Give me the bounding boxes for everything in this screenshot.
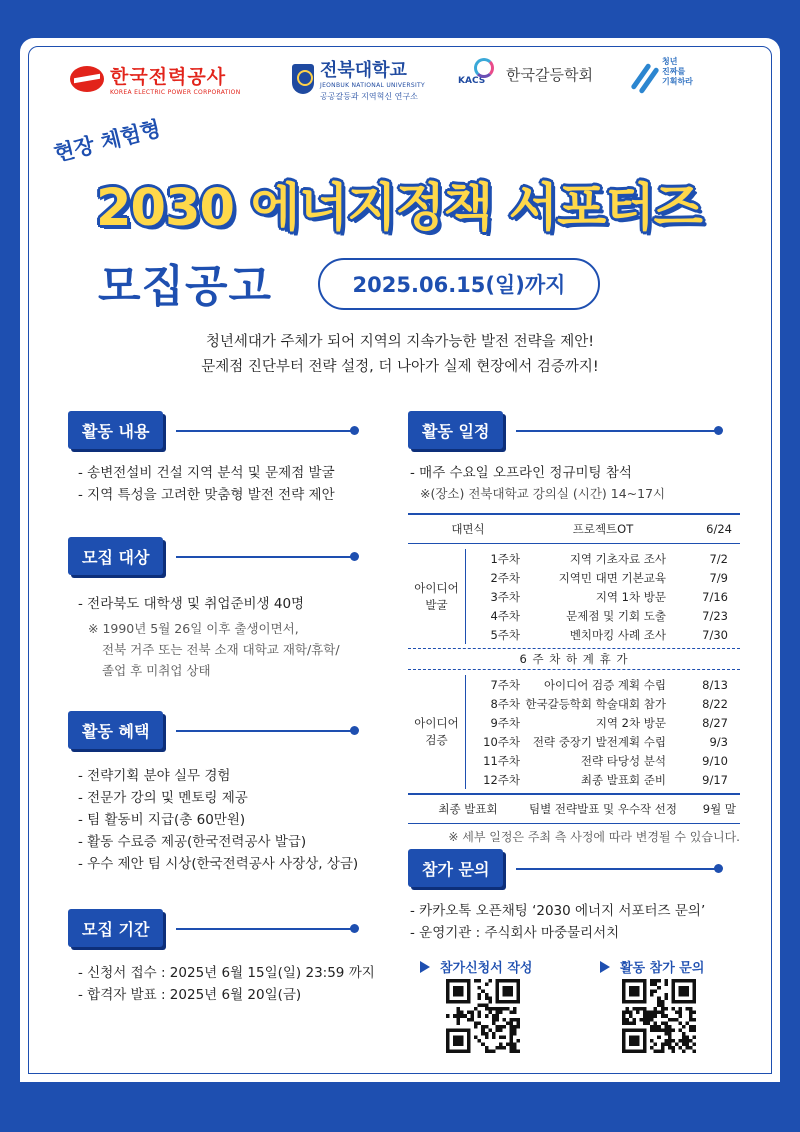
phase2-group-line2: 검증: [425, 733, 448, 747]
list-item: - 지역 특성을 고려한 맞춤형 발전 전략 제안: [78, 484, 378, 506]
cheong-line3: 기획하라: [662, 77, 693, 86]
cheong-logo: [630, 52, 693, 92]
list-item: - 활동 수료증 제공(한국전력공사 발급): [78, 831, 388, 853]
week-cell: 7주차: [490, 677, 520, 692]
triangle-right-icon: [420, 961, 430, 973]
date-cell: 8/22: [702, 696, 728, 711]
list-item: - 신청서 접수 : 2025년 6월 15일(일) 23:59 까지: [78, 962, 388, 984]
desc-cell: 최종 발표회 준비: [580, 772, 666, 787]
desc-cell: 문제점 및 기회 도출: [566, 608, 666, 623]
list-item: - 카카오톡 오픈채팅 ‘2030 에너지 서포터즈 문의’: [410, 900, 750, 922]
target-note-line3: 졸업 후 미취업 상태: [102, 663, 211, 678]
table-row: [466, 625, 728, 644]
table-row: [466, 770, 728, 789]
week-cell: 8주차: [490, 696, 520, 711]
week-cell: 5주차: [490, 627, 520, 642]
list-item: - 전문가 강의 및 멘토링 제공: [78, 787, 388, 809]
section-period: [68, 909, 360, 947]
qr-inquiry-code[interactable]: [622, 979, 696, 1053]
date-cell: 9/3: [709, 734, 728, 749]
qr-inquiry-text: 활동 참가 문의: [620, 961, 705, 976]
section-schedule: [408, 411, 722, 449]
jbnu-institute: 공공갈등과 지역혁신 연구소: [320, 92, 418, 101]
date-cell: 9/17: [702, 772, 728, 787]
target-list: [78, 593, 378, 615]
week-cell: 3주차: [490, 589, 520, 604]
benefits-list: [78, 765, 388, 875]
list-item: - 매주 수요일 오프라인 정규미팅 참석: [410, 462, 740, 484]
week-cell: 4주차: [490, 608, 520, 623]
schedule-table: [408, 513, 740, 845]
table-row: [466, 675, 728, 694]
table-row: [466, 606, 728, 625]
list-item: - 합격자 발표 : 2025년 6월 20일(금): [78, 984, 388, 1006]
week-cell: 9주차: [490, 715, 520, 730]
break-row: 6 주 차 하 계 휴 가: [519, 652, 629, 666]
jbnu-english: JEONBUK NATIONAL UNIVERSITY: [320, 82, 425, 89]
table-row: [466, 568, 728, 587]
section-activity-title: 활동 내용: [68, 411, 163, 449]
list-item: - 팀 활동비 지급(총 60만원): [78, 809, 388, 831]
section-target-title: 모집 대상: [68, 537, 163, 575]
final-desc: 팀별 전략발표 및 우수작 선정: [529, 801, 677, 816]
kepco-logo: [70, 62, 241, 96]
section-target: [68, 537, 360, 575]
sponsor-logos: [70, 56, 730, 116]
section-benefits: [68, 711, 360, 749]
list-item: - 우수 제안 팀 시상(한국전력공사 사장상, 상금): [78, 853, 388, 875]
date-cell: 7/16: [702, 589, 728, 604]
desc-cell: 한국갈등학회 학술대회 참가: [525, 696, 666, 711]
schedule-footnote: ※ 세부 일정은 주최 측 사정에 따라 변경될 수 있습니다.: [448, 830, 740, 844]
qr-apply-text: 참가신청서 작성: [440, 961, 533, 976]
cheong-stripes-icon: [630, 52, 660, 92]
section-contact-title: 참가 문의: [408, 849, 503, 887]
table-row: [466, 751, 728, 770]
list-item: - 송변전설비 건설 지역 분석 및 문제점 발굴: [78, 462, 378, 484]
jbnu-emblem-icon: [292, 64, 314, 94]
desc-cell: 지역민 대면 기본교육: [558, 570, 666, 585]
list-item: - 운영기관 : 주식회사 마중물리서치: [410, 922, 750, 944]
list-item: - 전략기획 분야 실무 경험: [78, 765, 388, 787]
desc-cell: 지역 2차 방문: [595, 715, 666, 730]
week-cell: 10주차: [483, 734, 520, 749]
ot-date: 6/24: [706, 521, 732, 536]
desc-cell: 지역 1차 방문: [595, 589, 666, 604]
date-cell: 7/9: [709, 570, 728, 585]
date-cell: 7/23: [702, 608, 728, 623]
schedule-list: [410, 462, 740, 484]
final-group: 최종 발표회: [438, 801, 498, 816]
kacs-logo: [458, 62, 593, 86]
week-cell: 1주차: [490, 551, 520, 566]
qr-apply-label: [420, 957, 532, 976]
cheong-line2: 진짜를: [662, 67, 686, 76]
schedule-note: ※(장소) 전북대학교 강의실 (시간) 14~17시: [420, 486, 666, 501]
ot-desc: 프로젝트OT: [572, 521, 634, 536]
date-cell: 7/2: [709, 551, 728, 566]
intro-text: [70, 330, 730, 380]
table-row: [466, 713, 728, 732]
phase2-group-line1: 아이디어: [414, 716, 459, 730]
target-note: [88, 618, 378, 681]
table-row: [466, 694, 728, 713]
section-benefits-title: 활동 혜택: [68, 711, 163, 749]
jbnu-name: 전북대학교: [320, 60, 407, 81]
table-row: [466, 549, 728, 568]
phase1-rows: [466, 549, 728, 644]
kepco-name: 한국전력공사: [110, 66, 227, 88]
date-cell: 8/13: [702, 677, 728, 692]
jbnu-logo: [292, 56, 425, 102]
kepco-english: KOREA ELECTRIC POWER CORPORATION: [110, 89, 241, 96]
phase1-group-line2: 발굴: [425, 597, 448, 612]
contact-list: [410, 900, 750, 944]
kepco-mark-icon: [70, 66, 104, 92]
qr-inquiry-label: [600, 957, 704, 976]
desc-cell: 아이디어 검증 계획 수립: [543, 677, 666, 692]
desc-cell: 전략 타당성 분석: [580, 753, 666, 768]
poster-title: 2030 에너지정책 서포터즈: [96, 179, 702, 238]
qr-apply-code[interactable]: [446, 979, 520, 1053]
ot-group: 대면식: [451, 521, 485, 536]
date-cell: 9/10: [702, 753, 728, 768]
table-row: [466, 732, 728, 751]
kacs-name: 한국갈등학회: [506, 65, 593, 84]
section-contact: [408, 849, 722, 887]
table-bottom-rule: [408, 823, 740, 825]
phase2-block: [408, 670, 740, 793]
section-period-title: 모집 기간: [68, 909, 163, 947]
phase1-group: [408, 549, 466, 644]
target-note-line2: 전북 거주 또는 전북 소재 대학교 재학/휴학/: [102, 642, 340, 657]
kacs-abbr: KACS: [458, 76, 486, 86]
date-cell: 7/30: [702, 627, 728, 642]
kacs-mark-icon: [458, 62, 500, 86]
target-note-line1: ※ 1990년 5월 26일 이후 출생이면서,: [88, 621, 299, 636]
triangle-right-icon: [600, 961, 610, 973]
table-row: [408, 515, 740, 543]
phase2-rows: [466, 675, 728, 789]
desc-cell: 전략 중장기 발전계획 수립: [532, 734, 666, 749]
eyebrow-text: 현장 체험형: [51, 116, 164, 167]
phase2-group: [408, 675, 466, 789]
period-list: [78, 962, 388, 1006]
table-row: [466, 587, 728, 606]
activity-list: [78, 462, 378, 506]
desc-cell: 벤치마킹 사례 조사: [569, 627, 666, 642]
deadline-badge: 2025.06.15(일)까지: [318, 258, 600, 310]
date-cell: 8/27: [702, 715, 728, 730]
week-cell: 12주차: [483, 772, 520, 787]
intro-line2: 문제점 진단부터 전략 설정, 더 나아가 실제 현장에서 검증까지!: [201, 359, 599, 375]
final-date: 9월 말: [702, 801, 736, 816]
cheong-line1: 청년: [662, 57, 678, 66]
table-row: [408, 795, 740, 823]
week-cell: 11주차: [483, 753, 520, 768]
phase1-group-line1: 아이디어: [414, 580, 459, 595]
section-schedule-title: 활동 일정: [408, 411, 503, 449]
intro-line1: 청년세대가 주체가 되어 지역의 지속가능한 발전 전략을 제안!: [205, 334, 595, 350]
desc-cell: 지역 기초자료 조사: [569, 551, 666, 566]
section-activity: [68, 411, 360, 449]
phase1-block: [408, 544, 740, 648]
poster-subtitle: 모집공고: [98, 261, 273, 312]
list-item: - 전라북도 대학생 및 취업준비생 40명: [78, 593, 378, 615]
week-cell: 2주차: [490, 570, 520, 585]
